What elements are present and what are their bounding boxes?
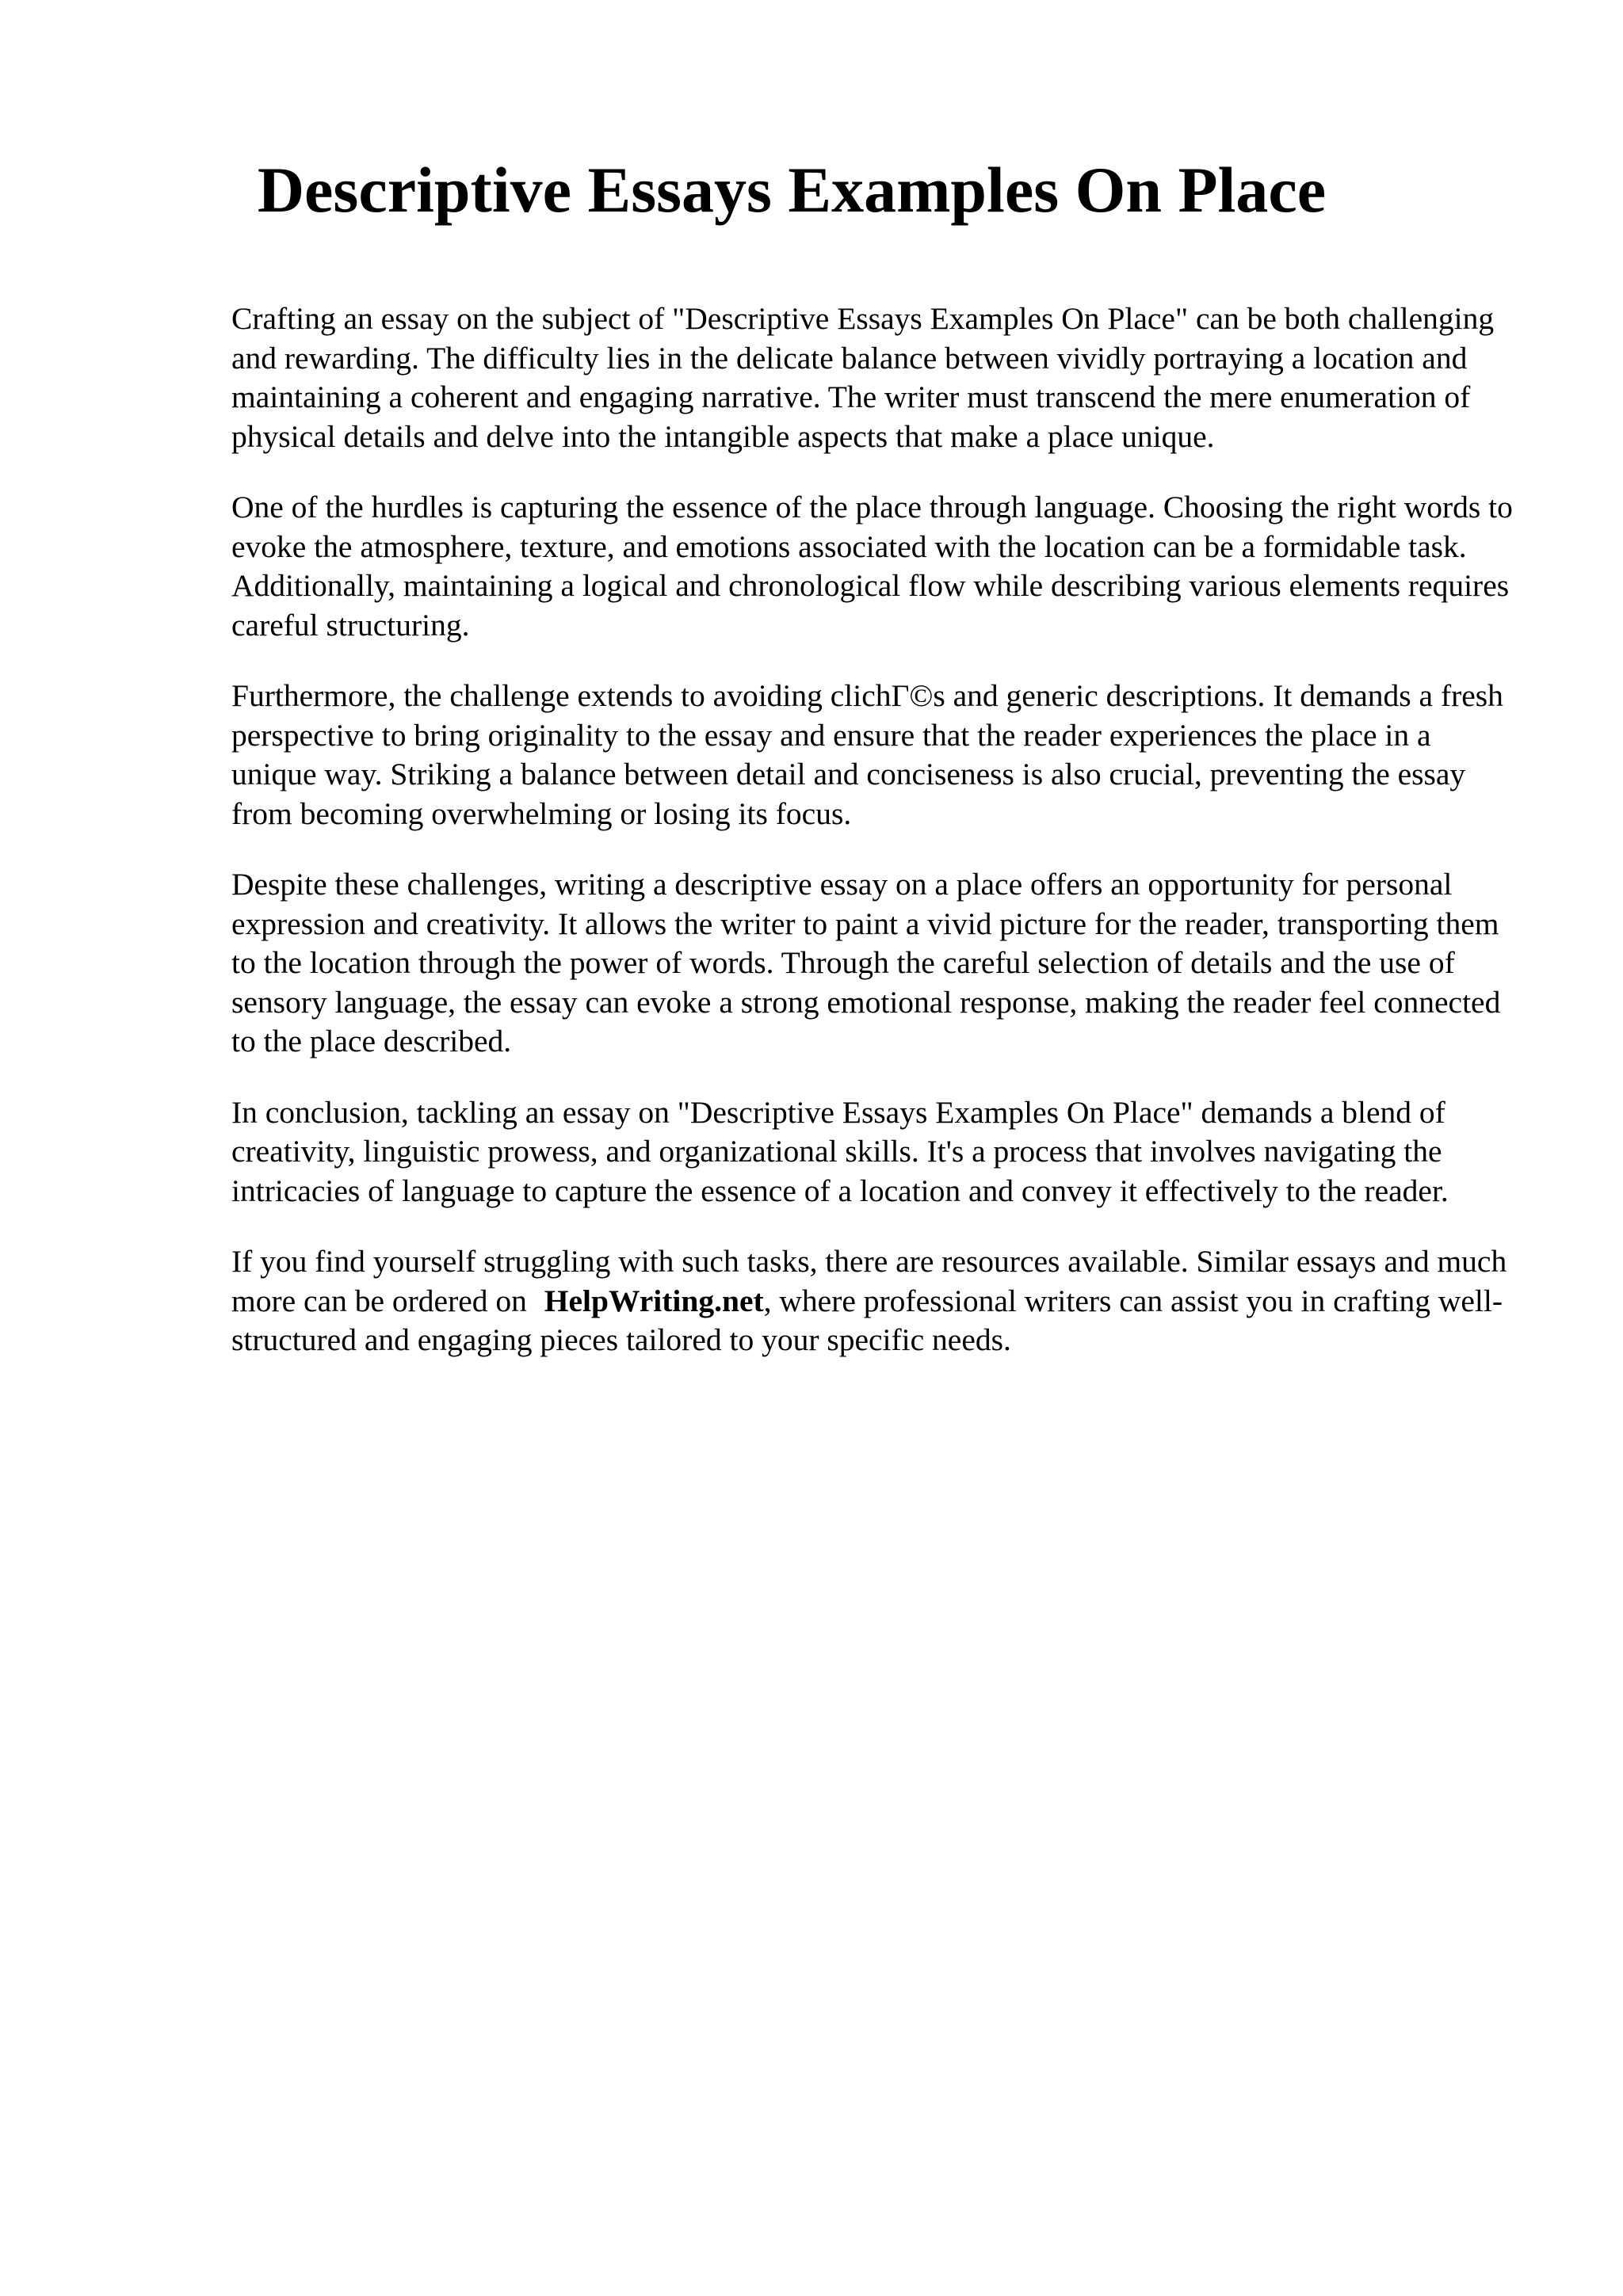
paragraph-1: Crafting an essay on the subject of "Descriptive Essays Examples On Place" can be both challenging and rewarding. The difficulty lies in the delicate balance between vividly portraying a location and maintaining a coherent and engaging narrative. The writer must transcend the mere enumeration of physical details and delve into the intangible aspects that make a place unique. <box>231 301 1495 454</box>
paragraph-3: Furthermore, the challenge extends to avoiding clichГ©s and generic descriptions. It demands a fresh perspective to bring originality to the essay and ensure that the reader experiences the place in a unique way. Striking a balance between detail and conciseness is also crucial, preventing the essay from becoming overwhelming or losing its focus. <box>231 678 1503 831</box>
page-title: Descriptive Essays Examples On Place <box>257 154 1327 226</box>
paragraph-2: One of the hurdles is capturing the essence of the place through language. Choosing the right words to evoke the atmosphere, texture, and emotions associated with the location can be a formidable task. Additionally, maintaining a logical and chronological flow while describing various elements requires careful structuring. <box>231 490 1513 643</box>
paragraph-6-text-after: , where professional writers can assist you in crafting well-structured and engaging pieces tailored to your specific needs. <box>231 1283 1503 1357</box>
paragraph-6-text-before: If you find yourself struggling with such tasks, there are resources available. Similar essays and much more can be ordered on <box>231 1244 1507 1318</box>
paragraph-5: In conclusion, tackling an essay on "Descriptive Essays Examples On Place" demands a blend of creativity, linguistic prowess, and organizational skills. It's a process that involves navigating the intricacies of language to capture the essence of a location and convey it effectively to the reader. <box>231 1094 1449 1208</box>
essay-body <box>231 299 1515 1392</box>
paragraph-6 <box>231 1242 1515 1360</box>
paragraph-4: Despite these challenges, writing a descriptive essay on a place offers an opportunity for personal expression and creativity. It allows the writer to paint a vivid picture for the reader, transporting them to the location through the power of words. Through the careful selection of details and the use of sensory language, the essay can evoke a strong emotional response, making the reader feel connected to the place described. <box>231 867 1501 1058</box>
helpwriting-link[interactable]: HelpWriting.net <box>544 1283 764 1318</box>
